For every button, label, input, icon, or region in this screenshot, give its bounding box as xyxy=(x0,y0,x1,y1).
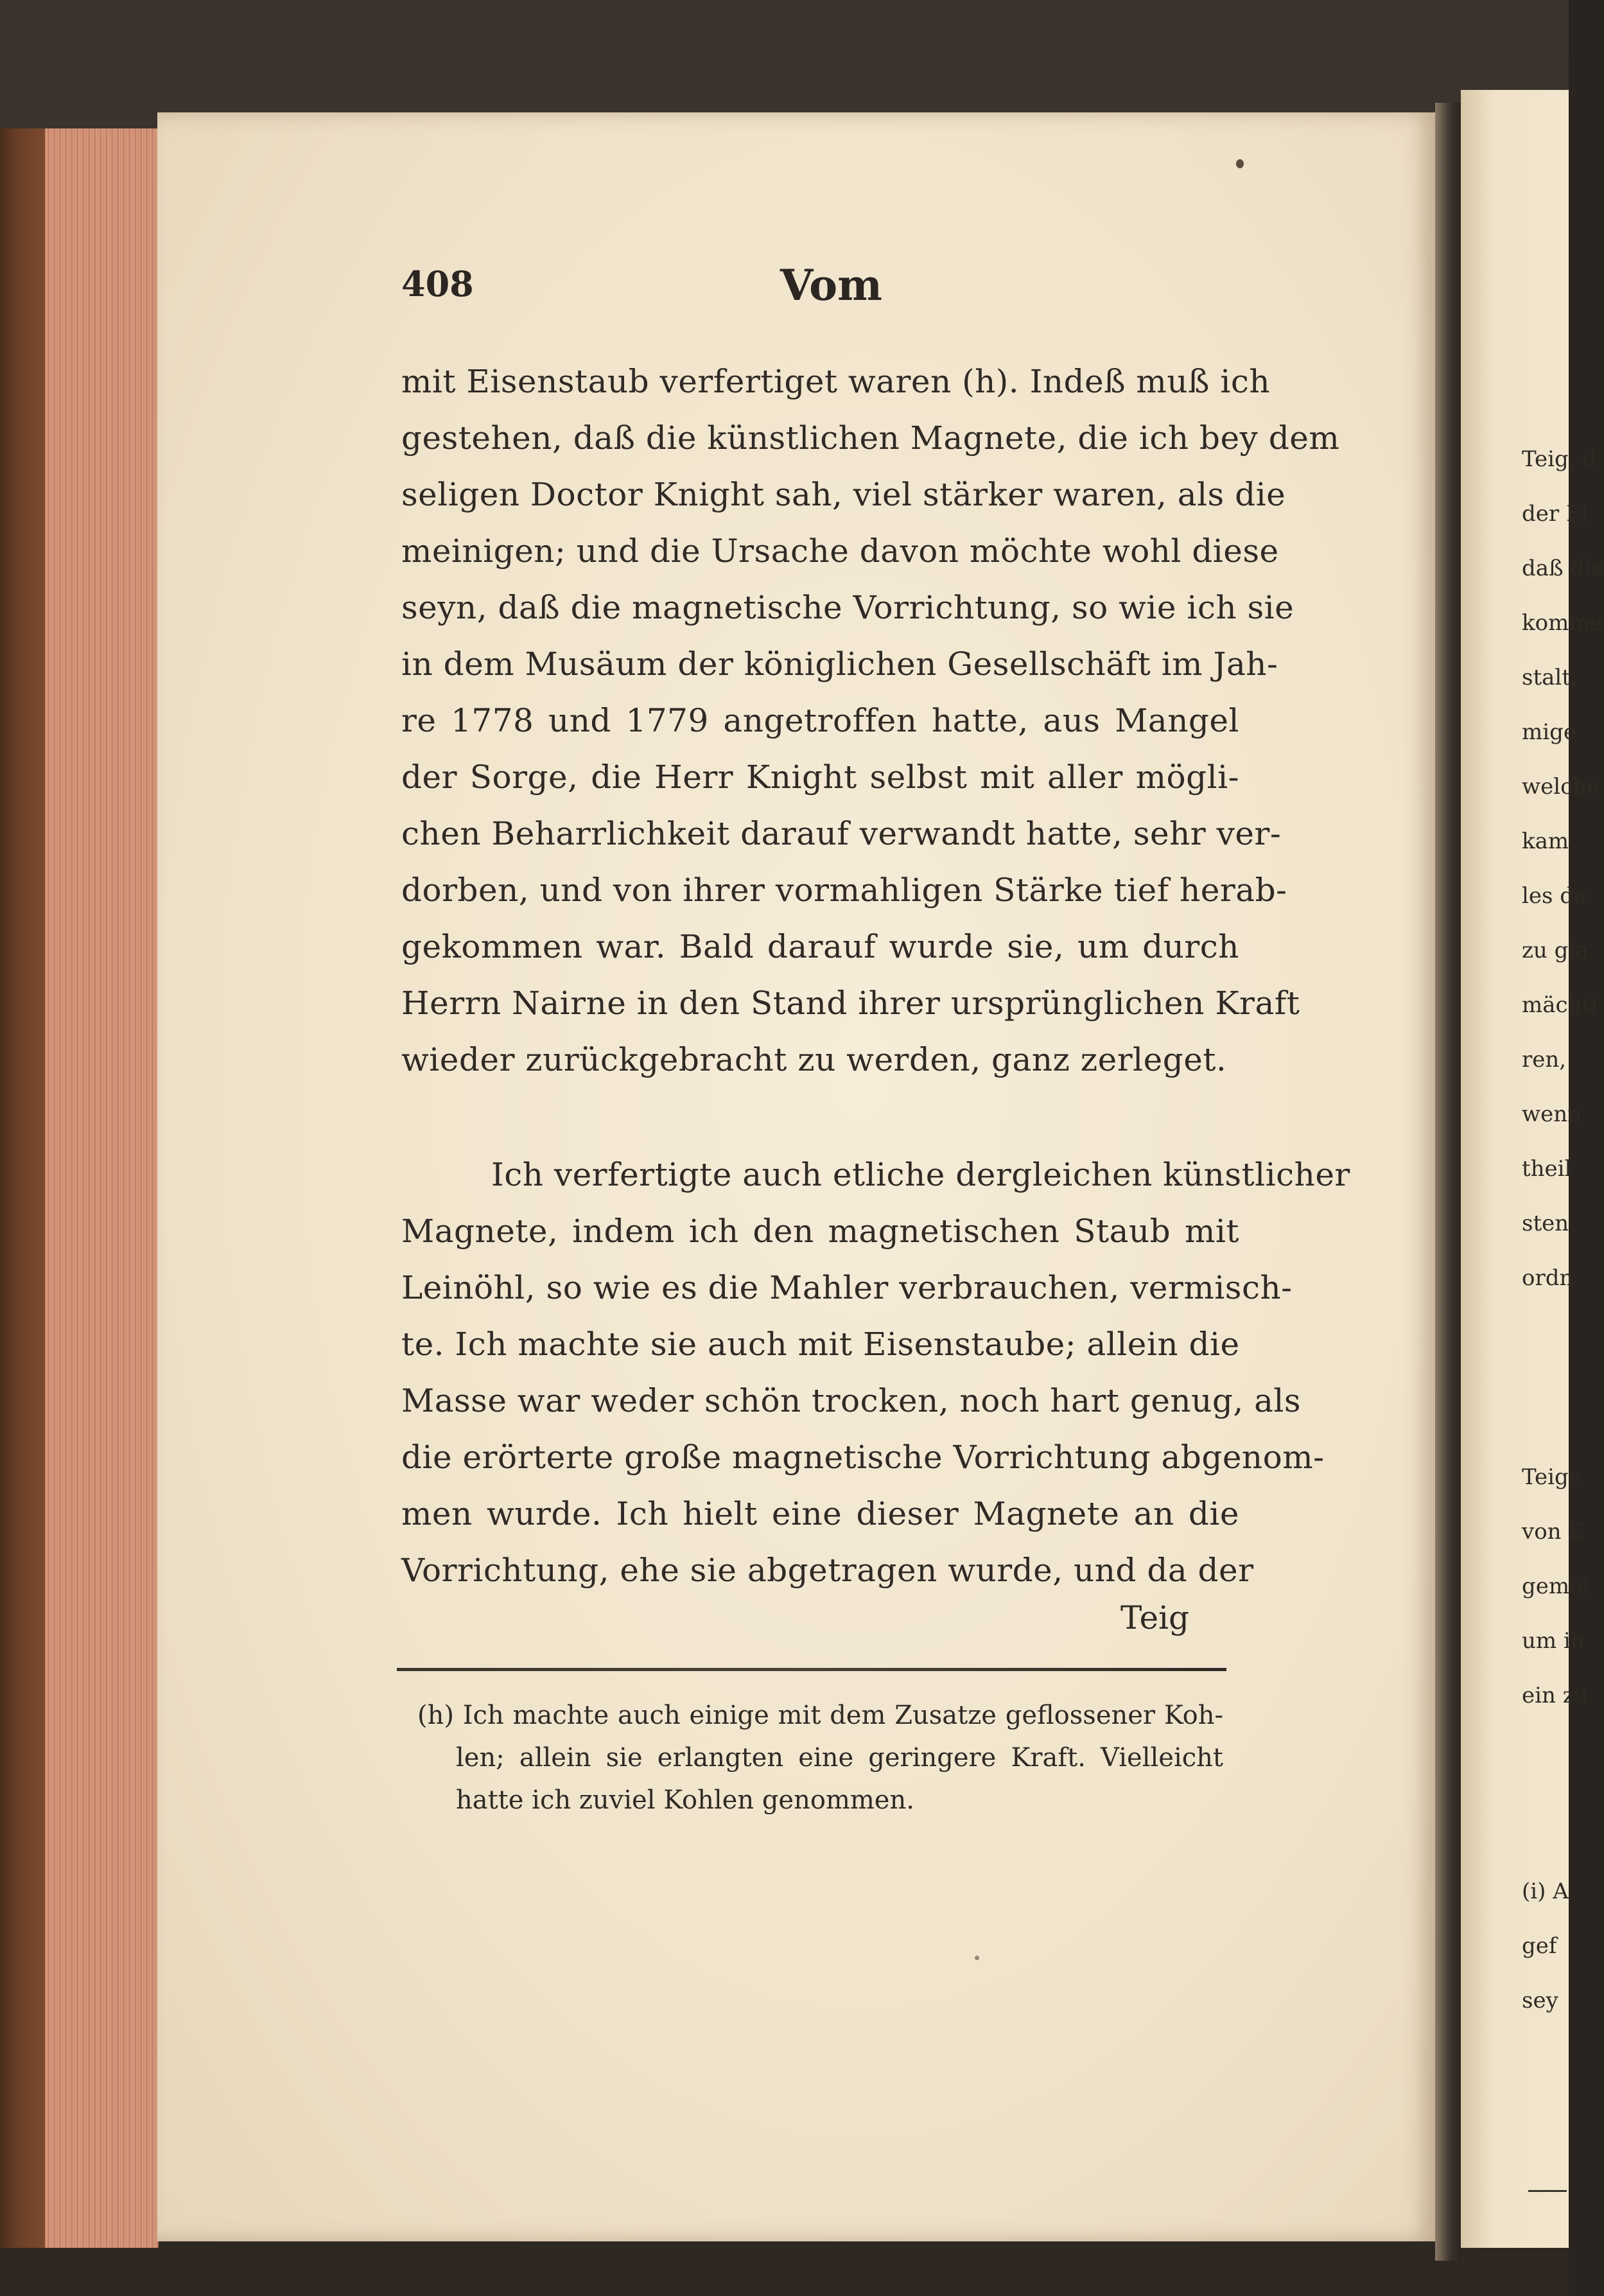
next-page-fragment: ein zu xyxy=(1522,1683,1589,1708)
page-block-edge xyxy=(45,128,159,2248)
next-page-fragment: mächti xyxy=(1522,992,1598,1018)
text-line: der Sorge, die Herr Knight selbst mit aller mögli- xyxy=(401,758,1239,796)
next-page-strip xyxy=(1461,90,1604,2248)
text-line: men wurde. Ich hielt eine dieser Magnete an die xyxy=(401,1495,1239,1532)
text-line: Masse war weder schön trocken, noch hart genug, als xyxy=(401,1382,1302,1419)
text-line: seligen Doctor Knight sah, viel stärker waren, als die xyxy=(401,476,1286,513)
next-page-fragment: ren, xyxy=(1522,1047,1567,1073)
text-line: Herrn Nairne in den Stand ihrer ursprünglichen Kraft xyxy=(401,985,1300,1022)
next-page-fragment: von E xyxy=(1522,1519,1585,1545)
text-line: Leinöhl, so wie es die Mahler verbrauchen, vermisch- xyxy=(401,1269,1293,1306)
book-cover-edge xyxy=(0,128,45,2248)
text-line: Vorrichtung, ehe sie abgetragen wurde, und da der xyxy=(401,1552,1254,1589)
next-page-fragment: um ih xyxy=(1522,1628,1585,1654)
next-page-fragment: zu gla xyxy=(1522,938,1589,963)
next-page-fragment: komme xyxy=(1522,610,1603,636)
next-page-fragment: stalt, xyxy=(1522,665,1578,690)
next-page-fragment: wenn xyxy=(1522,1101,1582,1127)
next-page-fragment: gemei xyxy=(1522,1573,1590,1599)
next-page-fragment: Teig, d xyxy=(1522,446,1597,472)
paper-spot xyxy=(975,1956,979,1960)
text-line: te. Ich machte sie auch mit Eisenstaube; allein die xyxy=(401,1326,1240,1363)
next-page-fragment: gef xyxy=(1522,1933,1557,1959)
next-page-fragment: ordn xyxy=(1522,1265,1574,1291)
next-page-fragment: les de xyxy=(1522,883,1587,909)
catchword: Teig xyxy=(1120,1599,1190,1636)
text-line: re 1778 und 1779 angetroffen hatte, aus Mangel xyxy=(401,702,1239,739)
next-page-fragment: welche xyxy=(1522,774,1600,800)
footnote-line: hatte ich zuviel Kohlen genommen. xyxy=(456,1785,914,1815)
next-page-fragment: sey xyxy=(1522,1988,1558,2013)
text-line: dorben, und von ihrer vormahligen Stärke tief herab- xyxy=(401,872,1287,909)
text-line: in dem Musäum der königlichen Gesellschäft im Jah- xyxy=(401,645,1278,683)
next-page-footnote-rule xyxy=(1528,2190,1567,2192)
next-page-fragment: kam xyxy=(1522,828,1569,854)
text-line: die erörterte große magnetische Vorrichtung abgenom- xyxy=(401,1439,1325,1476)
text-line: chen Beharrlichkeit darauf verwandt hatte, sehr ver- xyxy=(401,815,1282,852)
next-page-fragment: theil xyxy=(1522,1156,1572,1182)
text-line: Magnete, indem ich den magnetischen Staub mit xyxy=(401,1213,1239,1250)
paper-spot xyxy=(1236,159,1244,168)
footnote-line: (h) Ich machte auch einige mit dem Zusatze geflossener Koh- xyxy=(417,1701,1223,1730)
text-line: Ich verfertigte auch etliche dergleichen künstlicher xyxy=(491,1156,1350,1193)
next-page-fragment: mige xyxy=(1522,719,1576,745)
next-page-fragment: (i) A xyxy=(1522,1879,1569,1904)
running-head: Vom xyxy=(780,260,883,310)
footnote-line: len; allein sie erlangten eine geringere Kraft. Vielleicht xyxy=(456,1743,1223,1773)
next-page-fragment: Teige xyxy=(1522,1464,1582,1490)
text-line: meinigen; und die Ursache davon möchte wohl diese xyxy=(401,532,1279,570)
text-line: seyn, daß die magnetische Vorrichtung, so wie ich sie xyxy=(401,589,1295,626)
next-page-fragment: sten xyxy=(1522,1211,1569,1236)
text-line: wieder zurückgebracht zu werden, ganz zerleget. xyxy=(401,1041,1227,1078)
next-page-fragment: der Fl xyxy=(1522,501,1589,527)
text-line: gekommen war. Bald darauf wurde sie, um durch xyxy=(401,928,1239,965)
text-line: mit Eisenstaub verfertiget waren (h). Indeß muß ich xyxy=(401,363,1271,400)
text-line: gestehen, daß die künstlichen Magnete, die ich bey dem xyxy=(401,419,1340,457)
book-gutter xyxy=(1435,103,1461,2261)
next-page-fragment: daß die xyxy=(1522,556,1604,581)
footnote-rule xyxy=(397,1668,1226,1671)
page-number: 408 xyxy=(401,263,474,304)
